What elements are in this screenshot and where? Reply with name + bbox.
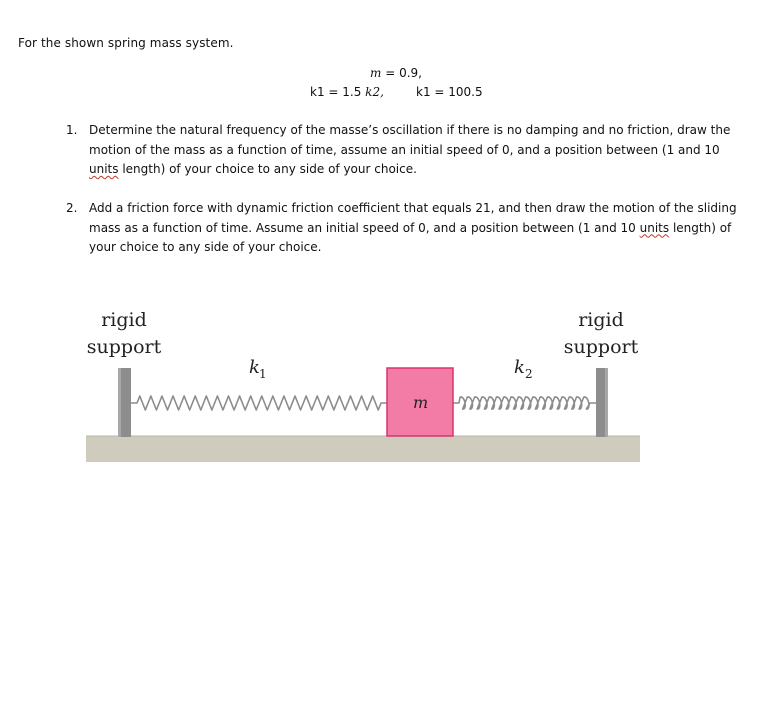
spring-k2 [453,397,596,409]
mass-value: = 0.9, [381,66,422,80]
question-2-underlined-word: units [639,220,670,235]
spring-k1-subscript: 1 [259,367,267,381]
floor [86,436,640,462]
left-support-label-line1: rigid [101,309,147,331]
question-1-text-before: Determine the natural frequency of the masse’s oscillation if there is no damping and no friction, draw the motion of the mass as a function of time, assume an initial speed of 0, and a position between (1 and 10 [89,123,731,157]
spring-k2-subscript: 2 [525,367,533,381]
left-support-label-line2: support [86,336,162,358]
question-2-text-after: length) of your choice to any side of your choice. [89,220,732,254]
k2-symbol: k2, [365,85,384,99]
question-1-number: 1. [66,123,78,137]
right-support-label-line1: rigid [578,309,624,331]
question-2-number: 2. [66,201,78,215]
right-wall-shade [605,368,608,437]
k1-relation-prefix: k1 = 1.5 [310,85,366,99]
spring-k1 [131,396,387,410]
question-2-text-before: Add a friction force with dynamic friction coefficient that equals 21, and then draw the motion of the sliding mass as a function of time. Assume an initial speed of 0, and a position between (1 and 10 [89,201,737,235]
question-1-underlined-word: units [89,162,119,176]
left-wall-shade [118,368,121,437]
mass-symbol: m [370,66,382,80]
intro-text: For the shown spring mass system. [18,36,234,50]
spring-k2-label: k [514,357,525,378]
right-support-label-line2: support [563,336,639,358]
k1-value-equation: k1 = 100.5 [416,85,483,99]
spring-k1-label: k [249,357,260,378]
question-1-text-after: length) of your choice to any side of your choice. [118,162,417,176]
mass-block-label: m [413,393,429,412]
